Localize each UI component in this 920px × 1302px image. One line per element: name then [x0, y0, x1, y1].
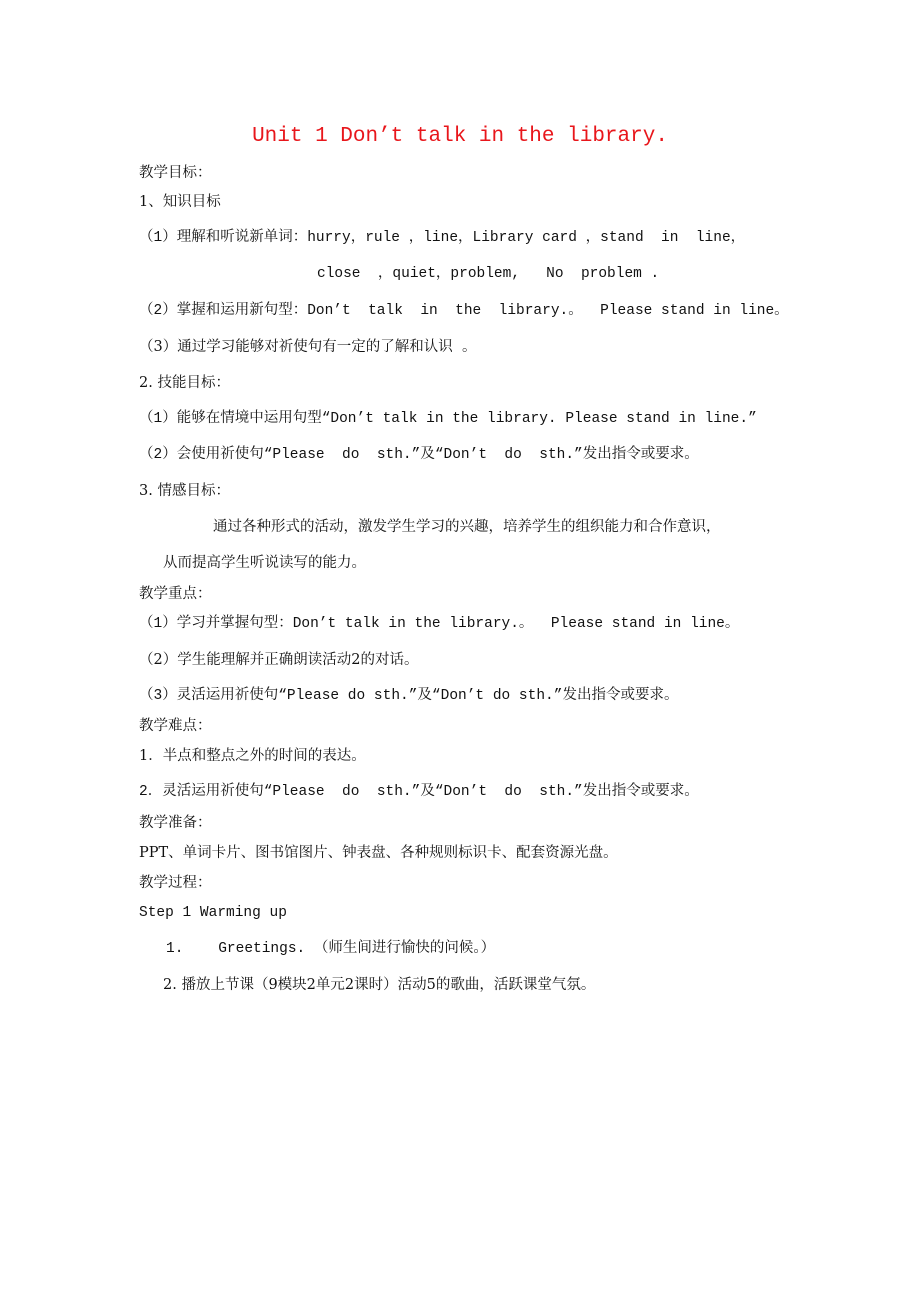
paragraph: 1．半点和整点之外的时间的表达。 — [139, 748, 366, 764]
step-heading: Step 1 Warming up — [139, 905, 287, 921]
paragraph: 从而提高学生听说读写的能力。 — [163, 555, 366, 571]
heading-process: 教学过程： — [139, 875, 212, 891]
paragraph: （1）能够在情境中运用句型“Don’t talk in the library. Please stand in line.” — [139, 411, 757, 427]
heading-preparation: 教学准备： — [139, 815, 212, 831]
paragraph: （2）掌握和运用新句型：Don’t talk in the library.。 Please stand in line。 — [139, 303, 789, 319]
paragraph: （3）灵活运用祈使句“Please do sth.”及“Don’t do sth.”发出指令或要求。 — [139, 688, 679, 704]
section-knowledge: 1、知识目标 — [139, 194, 221, 210]
paragraph: 2．灵活运用祈使句“Please do sth.”及“Don’t do sth.”发出指令或要求。 — [139, 784, 699, 800]
section-emotion: 3. 情感目标： — [139, 483, 230, 499]
paragraph: 通过各种形式的活动，激发学生学习的兴趣，培养学生的组织能力和合作意识， — [213, 519, 721, 535]
paragraph: close ，quiet，problem, No problem . — [317, 266, 660, 282]
heading-objectives: 教学目标： — [139, 165, 212, 181]
paragraph: （2）会使用祈使句“Please do sth.”及“Don’t do sth.”发出指令或要求。 — [139, 447, 699, 463]
heading-difficulties: 教学难点： — [139, 718, 212, 734]
paragraph: （1）理解和听说新单词：hurry，rule ，line，Library card ，stand in line， — [139, 230, 746, 246]
document-title: Unit 1 Don’t talk in the library. — [252, 125, 668, 148]
list-item: 1. Greetings. （师生间进行愉快的问候。） — [166, 941, 496, 957]
section-skills: 2. 技能目标： — [139, 375, 230, 391]
heading-key-points: 教学重点： — [139, 586, 212, 602]
paragraph: （1）学习并掌握句型：Don’t talk in the library.。 Please stand in line。 — [139, 616, 740, 632]
paragraph: （3）通过学习能够对祈使句有一定的了解和认识 。 — [139, 339, 477, 355]
list-item: 2. 播放上节课（9模块2单元2课时）活动5的歌曲，活跃课堂气氛。 — [163, 977, 596, 993]
paragraph: PPT、单词卡片、图书馆图片、钟表盘、各种规则标识卡、配套资源光盘。 — [139, 845, 618, 861]
paragraph: （2）学生能理解并正确朗读活动2的对话。 — [139, 652, 419, 668]
